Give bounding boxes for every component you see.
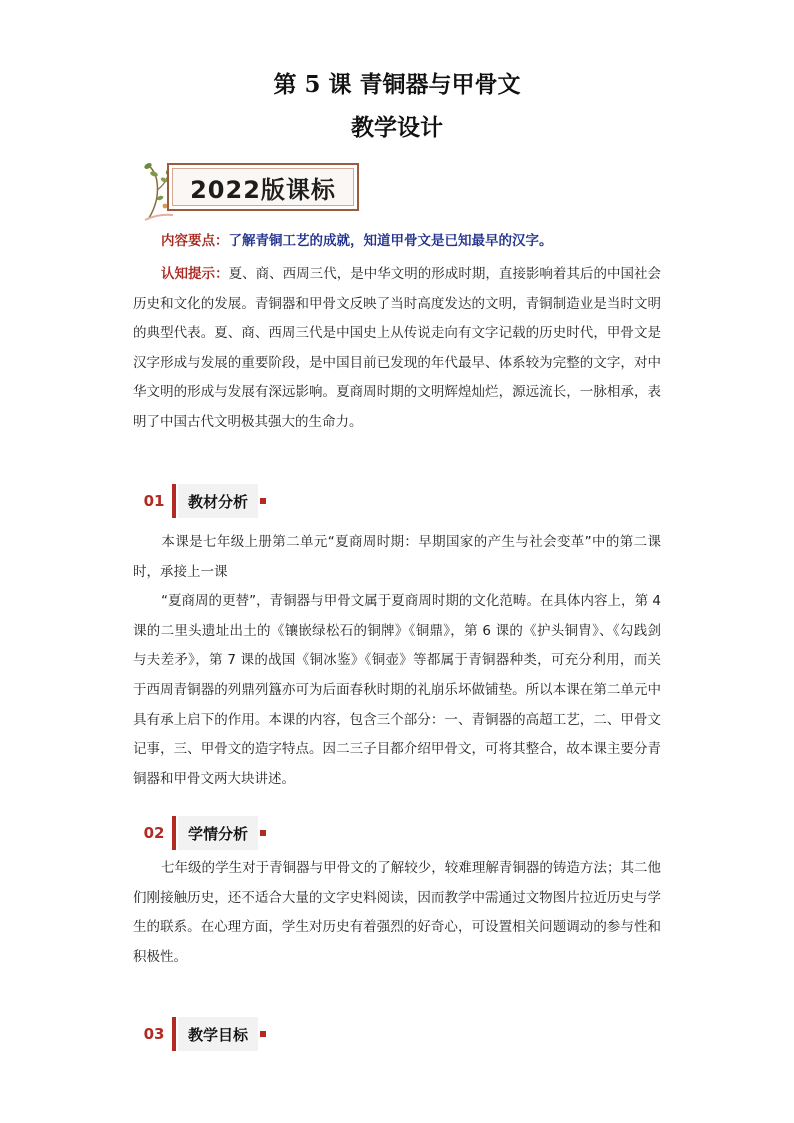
section-bar [172, 1017, 176, 1051]
cognitive-label: 认知提示： [161, 266, 229, 282]
cognitive-hint [133, 260, 661, 438]
section-title: 教学目标 [178, 1017, 258, 1051]
student-analysis-body [133, 854, 661, 972]
lesson-subtitle: 教学设计 [351, 114, 443, 141]
section-title: 教材分析 [178, 484, 258, 518]
analysis-paragraph-1: 本课是七年级上册第二单元“夏商周时期：早期国家的产生与社会变革”中的第二课时，承接上一课 [133, 534, 661, 580]
curriculum-badge [143, 160, 363, 222]
section-bar [172, 484, 176, 518]
section-square-icon [260, 830, 266, 836]
section-number: 02 [143, 824, 165, 842]
key-points-text: 了解青铜工艺的成就，知道甲骨文是已知最早的汉字。 [228, 233, 553, 249]
students-paragraph-1: 七年级的学生对于青铜器与甲骨文的了解较少，较难理解青铜器的铸造方法；其二他们刚接触历史，还不适合大量的文字史料阅读，因而教学中需通过文物图片拉近历史与学生的联系。在心理方面，学生对历史有着强烈的好奇心，可设置相关问题调动的参与性和积极性。 [133, 860, 661, 965]
badge-frame [167, 163, 359, 211]
section-square-icon [260, 498, 266, 504]
key-points-label: 内容要点： [161, 233, 229, 249]
lesson-title: 第 5 课 青铜器与甲骨文 [273, 71, 521, 98]
section-header-teaching-goals [138, 1016, 266, 1052]
section-number: 03 [143, 1025, 165, 1043]
analysis-paragraph-2: “夏商周的更替”，青铜器与甲骨文属于夏商周时期的文化范畴。在具体内容上，第 4 课的二里头遗址出土的《镶嵌绿松石的铜牌》《铜鼎》，第 6 课的《护头铜胄》、《勾践剑与夫差矛》，第 7 课的战国《铜冰鉴》《铜壶》等都属于青铜器种类，可充分利用，而关于西周青铜器的列鼎列簋亦可为后面春秋时期的礼崩乐坏做铺垫。所以本课在第二单元中具有承上启下的作用。本课的内容，包含三个部分：一、青铜器的高超工艺，二、甲骨文记事，三、甲骨文的造字特点。因二三子目都介绍甲骨文，可将其整合，故本课主要分青铜器和甲骨文两大块讲述。 [133, 593, 661, 787]
section-square-icon [260, 1031, 266, 1037]
section-header-student-analysis [138, 815, 266, 851]
section-bar [172, 816, 176, 850]
section-number: 01 [143, 492, 165, 510]
content-key-points [133, 228, 661, 254]
section-header-textbook-analysis [138, 483, 266, 519]
section-title: 学情分析 [178, 816, 258, 850]
cognitive-text: 夏、商、西周三代，是中华文明的形成时期，直接影响着其后的中国社会历史和文化的发展。青铜器和甲骨文反映了当时高度发达的文明，青铜制造业是当时文明的典型代表。夏、商、西周三代是中国史上从传说走向有文字记载的历史时代，甲骨文是汉字形成与发展的重要阶段，是中国目前已发现的年代最早、体系较为完整的文字，对中华文明的形成与发展有深远影响。夏商周时期的文明辉煌灿烂，源远流长，一脉相承，表明了中国古代文明极其强大的生命力。 [133, 266, 662, 430]
badge-label: 2022版课标 [190, 175, 336, 204]
textbook-analysis-body [133, 528, 661, 794]
